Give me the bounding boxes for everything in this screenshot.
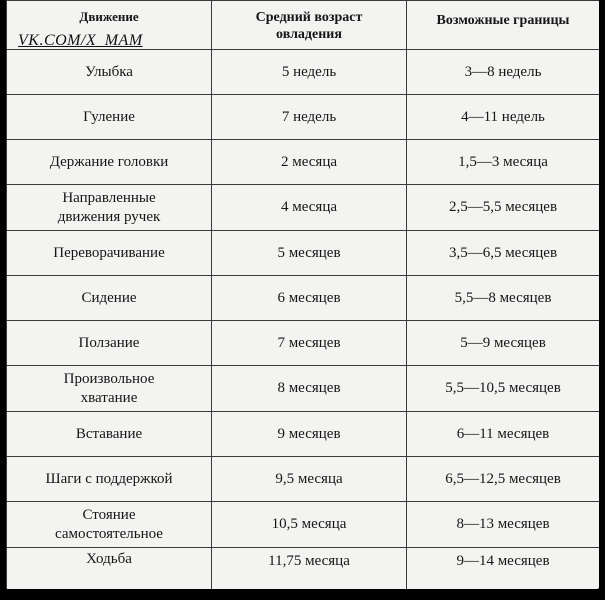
- cell-possible-bounds: [407, 140, 600, 185]
- cell-movement: [7, 366, 212, 412]
- cell-movement: [7, 548, 212, 590]
- cell-average-age-text: 5 месяцев: [277, 244, 341, 261]
- cell-movement-text: Гуление: [83, 108, 135, 125]
- cell-average-age-text: 8 месяцев: [277, 380, 341, 397]
- cell-average-age-text: 9 месяцев: [277, 425, 341, 442]
- table-row: [7, 95, 600, 140]
- cell-possible-bounds-text: 3—8 недель: [464, 63, 542, 80]
- cell-average-age: [212, 276, 407, 321]
- header-possible-bounds: [407, 1, 600, 50]
- cell-average-age: [212, 502, 407, 548]
- cell-movement-text: Стояние: [82, 507, 136, 524]
- cell-possible-bounds: [407, 231, 600, 276]
- cell-possible-bounds: [407, 95, 600, 140]
- cell-possible-bounds-text: 6—11 месяцев: [456, 425, 550, 442]
- cell-average-age-text: 7 недель: [281, 108, 337, 125]
- cell-average-age-text: 11,75 месяца: [268, 553, 350, 569]
- cell-movement-text: Произвольное: [63, 371, 155, 388]
- cell-possible-bounds-text: 5,5—10,5 месяцев: [445, 380, 561, 397]
- table-row: [7, 412, 600, 457]
- cell-movement: [7, 95, 212, 140]
- cell-average-age-text: 5 недель: [281, 63, 337, 80]
- cell-movement: [7, 321, 212, 366]
- table-row: [7, 502, 600, 548]
- cell-possible-bounds-text: 5—9 месяцев: [460, 334, 546, 351]
- table-row: [7, 231, 600, 276]
- cell-average-age: [212, 366, 407, 412]
- cell-movement-text: самостоятельное: [55, 525, 163, 542]
- cell-movement-text: Улыбка: [85, 63, 133, 80]
- table-row: [7, 548, 600, 590]
- cell-average-age: [212, 231, 407, 276]
- cell-average-age: [212, 185, 407, 231]
- cell-movement-text: Ползание: [78, 334, 140, 351]
- cell-movement-text: Держание головки: [49, 153, 169, 170]
- cell-average-age-text: 6 месяцев: [277, 289, 341, 306]
- table-row: [7, 321, 600, 366]
- cell-average-age-text: 2 месяца: [280, 153, 337, 170]
- cell-average-age-text: 10,5 месяца: [271, 516, 347, 533]
- cell-average-age: [212, 548, 407, 590]
- header-average-age: [212, 1, 407, 50]
- table-row: [7, 140, 600, 185]
- table-row: [7, 50, 600, 95]
- cell-movement-text: Сидение: [81, 289, 137, 306]
- cell-average-age: [212, 457, 407, 502]
- header-movement-label: Движение: [79, 9, 139, 24]
- cell-possible-bounds: [407, 502, 600, 548]
- cell-average-age-text: 9,5 месяца: [275, 470, 343, 487]
- cell-possible-bounds-text: 9—14 месяцев: [456, 553, 550, 569]
- milestones-table: [6, 0, 599, 589]
- cell-movement: [7, 412, 212, 457]
- cell-movement-text: Вставание: [75, 425, 143, 442]
- cell-movement: [7, 502, 212, 548]
- cell-possible-bounds: [407, 321, 600, 366]
- cell-possible-bounds-text: 8—13 месяцев: [456, 516, 550, 533]
- cell-possible-bounds: [407, 50, 600, 95]
- cell-movement-text: Переворачивание: [53, 244, 165, 261]
- cell-possible-bounds: [407, 412, 600, 457]
- table-body: [7, 50, 600, 590]
- cell-possible-bounds: [407, 185, 600, 231]
- cell-possible-bounds-text: 4—11 недель: [461, 108, 545, 125]
- cell-possible-bounds-text: 6,5—12,5 месяцев: [445, 470, 561, 487]
- cell-possible-bounds-text: 3,5—6,5 месяцев: [448, 244, 558, 261]
- cell-average-age-text: 4 месяца: [280, 199, 337, 216]
- cell-movement: [7, 185, 212, 231]
- cell-possible-bounds-text: 5,5—8 месяцев: [454, 289, 552, 306]
- table-row: [7, 366, 600, 412]
- cell-movement: [7, 140, 212, 185]
- watermark-text: VK.COM/X_MAM: [18, 32, 143, 49]
- cell-possible-bounds-text: 2,5—5,5 месяцев: [448, 199, 558, 216]
- cell-movement-text: Шаги с поддержкой: [45, 470, 173, 487]
- cell-average-age: [212, 321, 407, 366]
- cell-average-age-text: 7 месяцев: [277, 334, 341, 351]
- cell-movement: [7, 231, 212, 276]
- cell-average-age: [212, 95, 407, 140]
- cell-movement-text: Ходьба: [86, 551, 132, 567]
- cell-possible-bounds: [407, 548, 600, 590]
- cell-average-age: [212, 50, 407, 95]
- table-row: [7, 457, 600, 502]
- header-average-age-line-2: овладения: [276, 27, 342, 43]
- table-row: [7, 185, 600, 231]
- cell-movement: [7, 457, 212, 502]
- cell-movement: [7, 276, 212, 321]
- cell-average-age: [212, 412, 407, 457]
- cell-possible-bounds: [407, 366, 600, 412]
- cell-movement: [7, 50, 212, 95]
- cell-average-age: [212, 140, 407, 185]
- cell-movement-text: Направленные: [62, 190, 156, 207]
- document-sheet: [6, 0, 599, 589]
- cell-possible-bounds: [407, 276, 600, 321]
- header-possible-bounds-label: Возможные границы: [436, 13, 570, 28]
- header-average-age-line-1: Средний возраст: [255, 10, 363, 25]
- table-row: [7, 276, 600, 321]
- cell-movement-text: хватание: [80, 389, 138, 406]
- cell-movement-text: движения ручек: [57, 208, 161, 225]
- cell-possible-bounds-text: 1,5—3 месяца: [458, 153, 548, 170]
- cell-possible-bounds: [407, 457, 600, 502]
